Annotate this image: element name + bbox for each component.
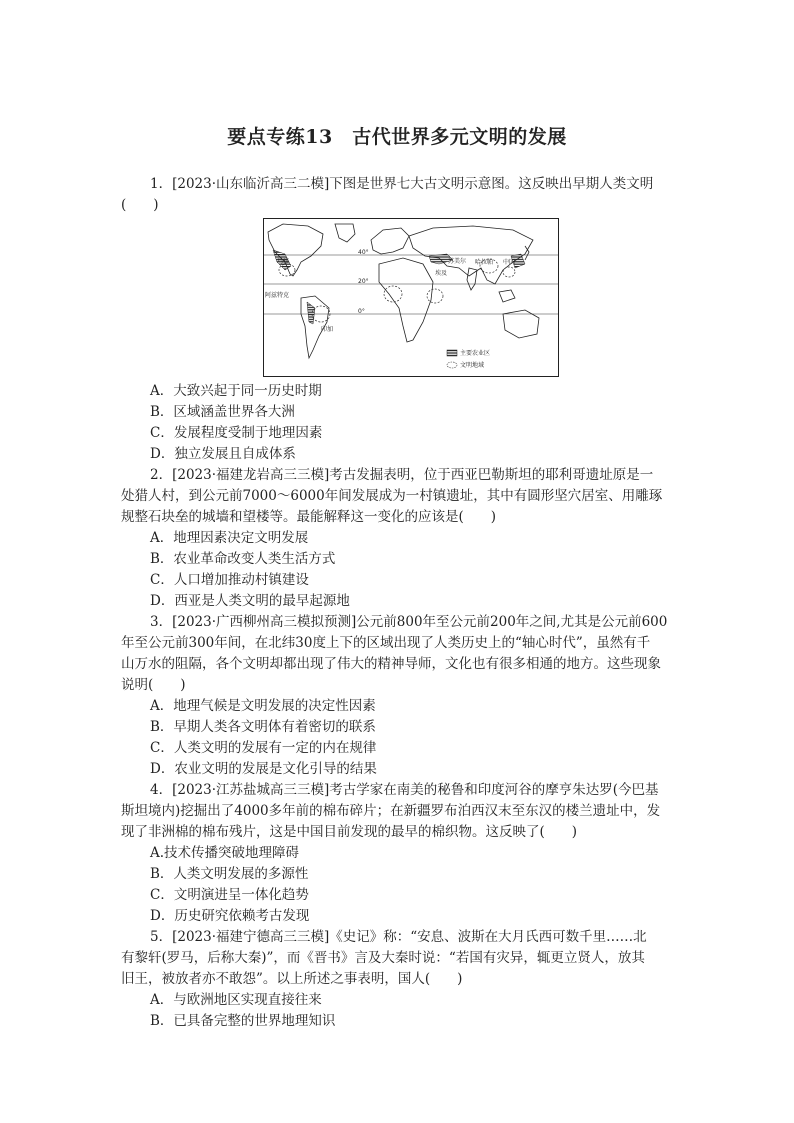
- q5-line-3: 旧王，被放者亦不敢怨”。以上所述之事表明，国人( ): [121, 971, 463, 987]
- q3-line-2: 年至公元前300年间，在北纬30度上下的区域出现了人类历史上的“轴心时代”，虽然有千: [121, 635, 651, 651]
- q3-option-a: A．地理气候是文明发展的决定性因素: [150, 698, 376, 714]
- q1-option-a: A．大致兴起于同一历史时期: [150, 383, 322, 399]
- page-title: 要点专练13 古代世界多元文明的发展: [227, 126, 567, 148]
- q5-line-1: 5．[2023·福建宁德高三三模]《史记》称：“安息、波斯在大月氏西可数千里……北: [150, 929, 647, 945]
- label-aztec: 阿兹特克: [265, 292, 290, 299]
- legend-agri-swatch: [447, 350, 457, 356]
- q4-line-3: 现了非洲棉的棉布残片，这是中国目前发现的最早的棉织物。这反映了( ): [121, 824, 578, 840]
- q2-option-a: A．地理因素决定文明发展: [150, 530, 309, 546]
- q3-line-4: 说明( ): [121, 677, 186, 693]
- deg-0: 0°: [358, 308, 365, 315]
- q2-line-3: 规整石块垒的城墙和望楼等。最能解释这一变化的应该是( ): [121, 509, 497, 525]
- label-maya: 玛雅: [277, 258, 290, 265]
- q1-option-c: C．发展程度受制于地理因素: [150, 425, 323, 441]
- q5-option-b: B．已具备完整的世界地理知识: [150, 1013, 336, 1029]
- q2-option-d: D．西亚是人类文明的最早起源地: [150, 593, 350, 609]
- deg-20: 20°: [358, 278, 369, 285]
- q4-option-c: C．文明演进呈一体化趋势: [150, 887, 309, 903]
- q3-line-1: 3．[2023·广西柳州高三模拟预测]公元前800年至公元前200年之间,尤其是公元前600: [150, 614, 668, 630]
- label-harappa: 哈拉帕: [475, 259, 494, 266]
- q1-line-1: 1．[2023·山东临沂高三二模]下图是世界七大古文明示意图。这反映出早期人类文明: [150, 176, 654, 192]
- q3-line-3: 山万水的阻隔，各个文明却都出现了伟大的精神导师，文化也有很多相通的地方。这些现象: [121, 656, 661, 672]
- q4-option-d: D．历史研究依赖考古发现: [150, 908, 310, 924]
- q3-option-b: B．早期人类各文明体有着密切的联系: [150, 719, 376, 735]
- q2-line-2: 处猎人村，到公元前7000～6000年间发展成为一村镇遗址，其中有圆形坚穴居室、用雕琢: [121, 488, 663, 504]
- q1-option-d: D．独立发展且自成体系: [150, 446, 296, 462]
- q2-line-1: 2．[2023·福建龙岩高三三模]考古发掘表明，位于西亚巴勒斯坦的耶利哥遗址原是一: [150, 467, 654, 483]
- q3-option-d: D．农业文明的发展是文化引导的结果: [150, 761, 377, 777]
- label-inca: 印加: [321, 326, 334, 333]
- world-civilization-map: [263, 218, 559, 377]
- q2-option-c: C．人口增加推动村镇建设: [150, 572, 309, 588]
- legend-agri: 主要农业区: [460, 350, 491, 357]
- q4-option-a: A.技术传播突破地理障碍: [150, 845, 300, 861]
- label-egypt: 埃及: [435, 270, 448, 277]
- label-sumer: 苏美尔: [448, 258, 467, 265]
- q1-line-2: ( ): [121, 197, 159, 213]
- q1-option-b: B．区域涵盖世界各大洲: [150, 404, 295, 420]
- q4-line-2: 斯坦境内)挖掘出了4000多年前的棉布碎片；在新疆罗布泊西汉末至东汉的楼兰遗址中，发: [121, 803, 661, 819]
- q5-option-a: A．与欧洲地区实现直接往来: [150, 992, 322, 1008]
- deg-40: 40°: [358, 249, 369, 256]
- q4-option-b: B．人类文明发展的多源性: [150, 866, 309, 882]
- label-china: 中国: [503, 259, 516, 266]
- q4-line-1: 4．[2023·江苏盐城高三三模]考古学家在南美的秘鲁和印度河谷的摩亨朱达罗(今巴基: [150, 782, 659, 798]
- q2-option-b: B．农业革命改变人类生活方式: [150, 551, 336, 567]
- q5-line-2: 有黎轩(罗马，后称大秦)”，而《晋书》言及大秦时说：“若国有灾异，辄更立贤人，放其: [121, 950, 645, 966]
- q3-option-c: C．人类文明的发展有一定的内在规律: [150, 740, 377, 756]
- legend-civ: 文明地域: [460, 362, 485, 369]
